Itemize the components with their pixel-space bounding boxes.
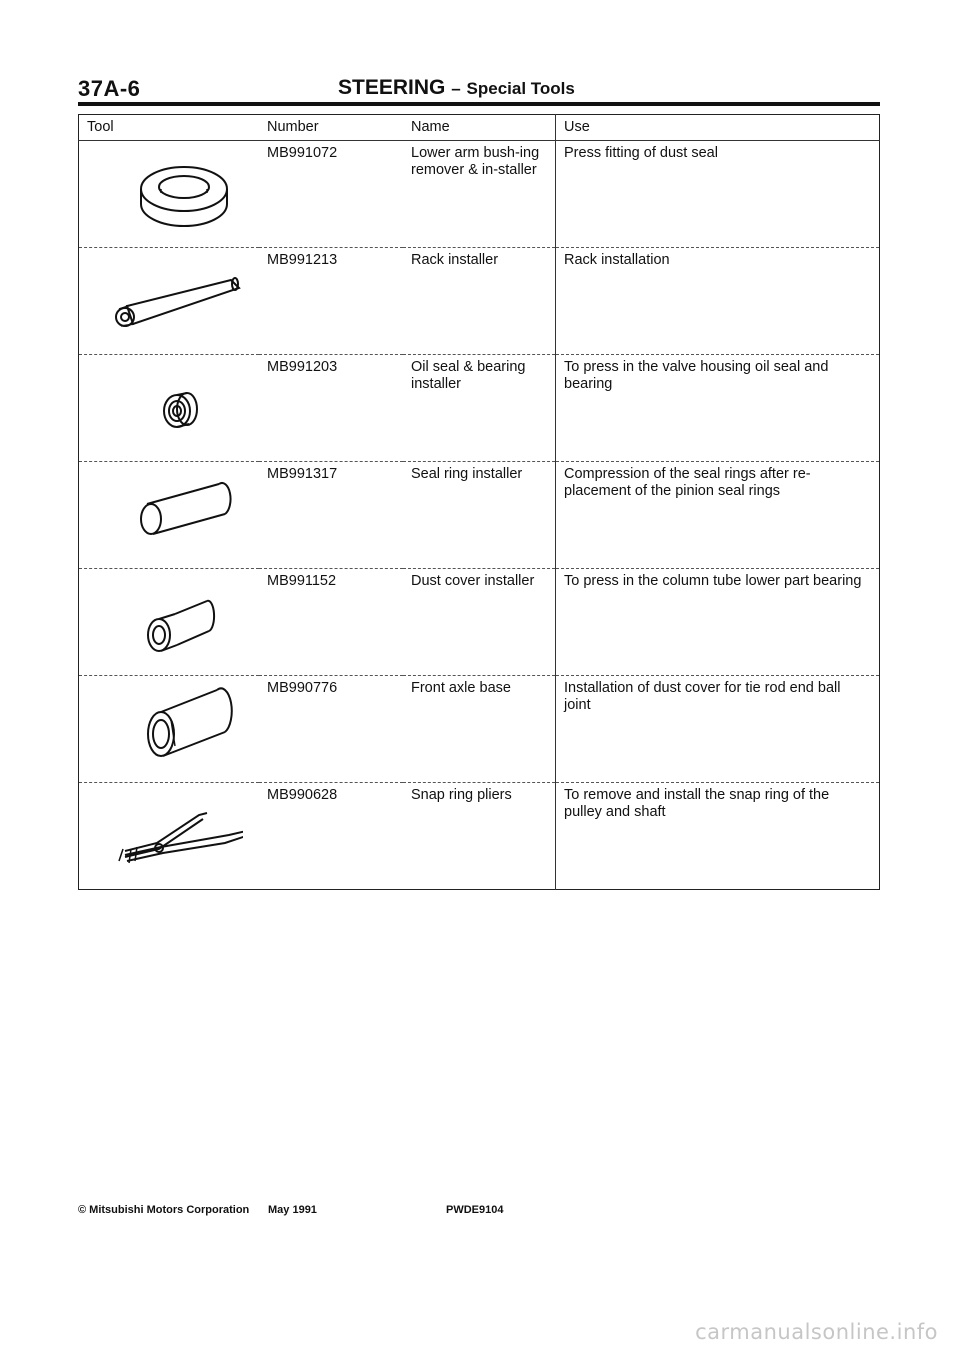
table-row <box>79 355 880 462</box>
table-header-row <box>79 115 880 141</box>
rack-installer-icon <box>79 248 243 355</box>
tool-illustration <box>79 141 260 248</box>
tool-number: MB991072 <box>267 145 338 161</box>
table-row <box>79 462 880 569</box>
tool-use: Press fitting of dust seal <box>556 141 880 248</box>
footer-code: PWDE9104 <box>446 1204 504 1216</box>
tool-number: MB991152 <box>259 569 403 676</box>
cylinder-sleeve-icon <box>79 462 243 569</box>
axle-base-icon <box>79 676 243 783</box>
header-number: Number <box>259 115 403 141</box>
table-row <box>79 569 880 676</box>
tool-name: Front axle base <box>403 676 556 783</box>
tool-name: Snap ring pliers <box>403 783 556 890</box>
header-use: Use <box>556 115 880 141</box>
tool-name: Dust cover installer <box>403 569 556 676</box>
tool-illustration <box>79 248 260 355</box>
dust-cover-installer-icon <box>79 569 243 676</box>
tool-use: Compression of the seal rings after re-placement of the pinion seal rings <box>556 462 880 569</box>
page-number: 37A-6 <box>78 76 141 101</box>
header-name: Name <box>403 115 556 141</box>
snap-ring-pliers-icon <box>79 783 243 890</box>
tool-number: MB991213 <box>259 248 403 355</box>
tool-name: Seal ring installer <box>403 462 556 569</box>
tool-number: MB990776 <box>259 676 403 783</box>
tool-use: Installation of dust cover for tie rod end ball joint <box>556 676 880 783</box>
header-tool: Tool <box>79 115 260 141</box>
tool-illustration <box>79 569 260 676</box>
page-title <box>338 76 575 100</box>
table-row <box>79 676 880 783</box>
tool-illustration <box>79 355 260 462</box>
tool-use: To remove and install the snap ring of the pulley and shaft <box>556 783 880 890</box>
tool-number: MB991203 <box>259 355 403 462</box>
title-subtitle: Special Tools <box>466 79 575 98</box>
title-main: STEERING <box>338 76 446 99</box>
bearing-installer-icon <box>79 355 243 462</box>
table-row <box>79 783 880 890</box>
footer-copyright: © Mitsubishi Motors Corporation <box>78 1204 250 1216</box>
tool-number: MB990628 <box>259 783 403 890</box>
table-row <box>79 248 880 355</box>
table-row <box>79 141 880 248</box>
special-tools-table <box>78 114 880 890</box>
tool-illustration <box>79 462 260 569</box>
tool-name: Lower arm bush-ing remover & in-staller <box>411 145 540 178</box>
watermark: carmanualsonline.info <box>695 1320 938 1344</box>
tool-name: Rack installer <box>403 248 556 355</box>
seal-ring-icon <box>79 141 243 248</box>
tool-name: Oil seal & bearing installer <box>403 355 556 462</box>
tool-use: To press in the column tube lower part bearing <box>556 569 880 676</box>
title-dash: – <box>451 79 461 98</box>
tool-illustration <box>79 676 260 783</box>
tool-use: Rack installation <box>556 248 880 355</box>
tool-illustration <box>79 783 260 890</box>
tool-number: MB991317 <box>259 462 403 569</box>
footer-date: May 1991 <box>268 1204 317 1216</box>
header-rule <box>78 102 880 106</box>
tool-use: To press in the valve housing oil seal and bearing <box>556 355 880 462</box>
